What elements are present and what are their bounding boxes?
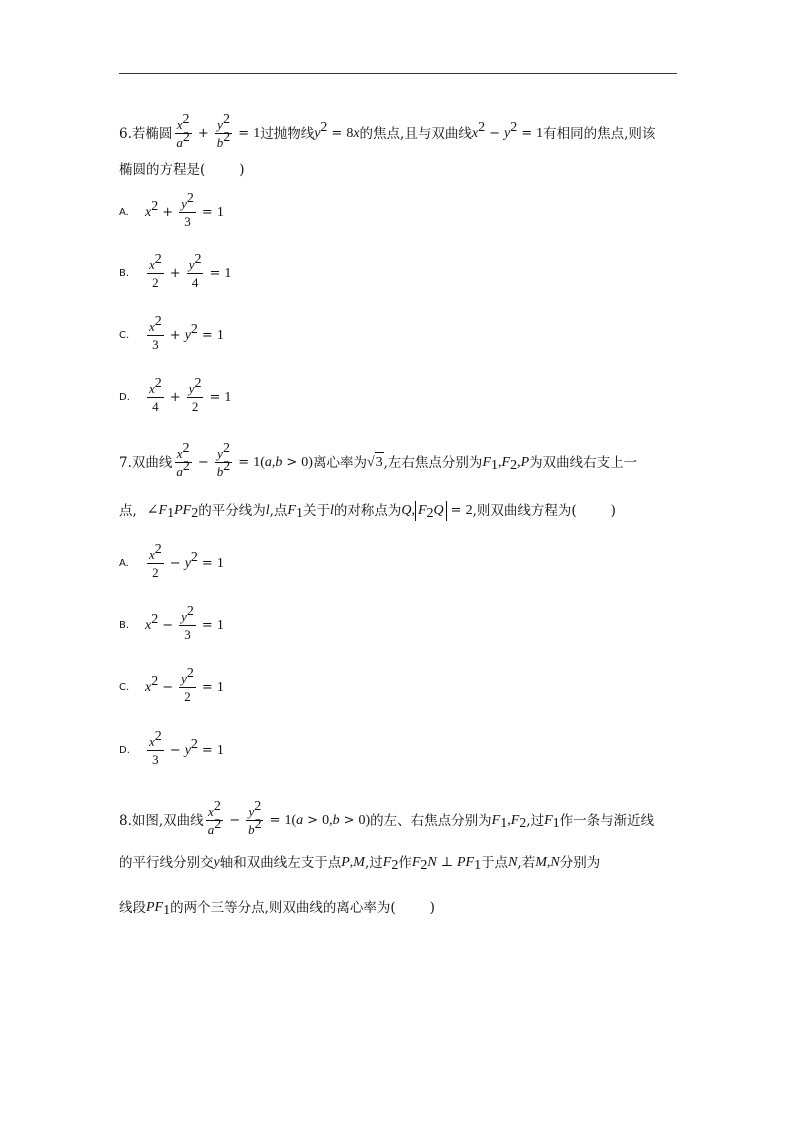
q8-line2: 的平行线分别交 y 轴和双曲线左支于点 P , M ,过 $F_2$ 作 $F_2N$ ⊥ $PF_1$ 于点 N ,若 M , N 分别为 [119,855,601,873]
sqrt: √ 3 [367,452,384,473]
q8-line1: 8. 如图,双曲线 $\frac{x^2}{a^2}$ − $\frac{y^2}{b^2}$ = 1( a > 0, b > 0) 的左、右焦点分别为 $F_1$ , $F_2$ ,过 $F_1$ 作一条与渐近线 [119,799,655,837]
fraction: $\frac{y^2}{b^2}$ [216,112,231,150]
q6-line1: 6. 若椭圆 $\frac{x^2}{a^2}$ + $\frac{y^2}{b^2}$ = 1 过抛物线 $y^2$ = 8 x 的焦点,且与双曲线 $x^2$ − $y^2$ = 1 有相同的焦点,则该 [119,112,656,150]
q7-option-a[interactable]: A. $\frac{x^2}{2}$ − $y^2$ = 1 [119,542,224,580]
q6-option-c[interactable]: C. $\frac{x^2}{3}$ + $y^2$ = 1 [119,314,224,352]
q7-option-b[interactable]: B. $x^2$ − $\frac{y^2}{3}$ = 1 [119,604,224,642]
q7-option-d[interactable]: D. $\frac{x^2}{3}$ − $y^2$ = 1 [119,729,224,767]
q8-line3: 线段 $PF_1$ 的两个三等分点,则双曲线的离心率为( ) [119,900,435,918]
q6-option-d[interactable]: D. $\frac{x^2}{4}$ + $\frac{y^2}{2}$ = 1 [119,376,232,414]
q7-line2: 点, ∠ $F_1PF_2$ 的平分线为 l ,点 $F_1$ 关于 l 的对称点为 Q , $F_2Q$ = 2 ,则双曲线方程为( ) [119,503,616,521]
q6-number: 6. [119,125,132,142]
fraction: $\frac{x^2}{a^2}$ [176,112,190,150]
q6-option-a[interactable]: A. $x^2$ + $\frac{y^2}{3}$ = 1 [119,191,224,229]
q7-number: 7. [119,454,132,471]
q6-option-b[interactable]: B. $\frac{x^2}{2}$ + $\frac{y^2}{4}$ = 1 [119,252,232,290]
header-rule [119,73,677,74]
q8-number: 8. [119,812,132,829]
q7-line1: 7. 双曲线 $\frac{x^2}{a^2}$ − $\frac{y^2}{b^2}$ = 1( a , b > 0) 离心率为 √ 3 ,左右焦点分别为 $F_1$ , $F_2$ , P 为双曲线右支上一 [119,441,638,479]
q6-line2: 椭圆的方程是( ) [119,162,245,178]
q7-option-c[interactable]: C. $x^2$ − $\frac{y^2}{2}$ = 1 [119,666,224,704]
